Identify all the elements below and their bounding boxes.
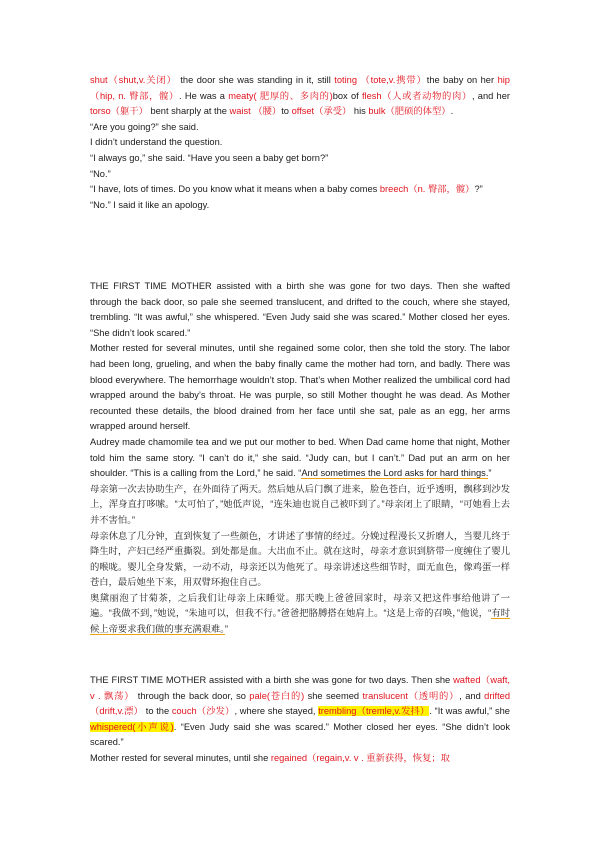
dialogue-line: “I have, lots of times. Do you know what it means when a baby comes breech（n. 臀部，髋）?” — [90, 184, 483, 195]
vocab-note: （肥硕的体型） — [385, 106, 451, 117]
annotated-paragraph: THE FIRST TIME MOTHER assisted with a birth she was gone for two days. Then she wafted（waft, v . 飘荡） through the back door, so pale(苍白的) she seemed translucent（透明的）, and drifted（drift,v.漂） to the couch（沙发）, where she stayed, trembling（tremle,v.发抖）. “It was awful,” she whispered(小声说). “Even Judy said she was scared.” Mother closed her eyes. “She didn’t look scared.” — [90, 675, 510, 748]
vocab-note: （shut,v.关闭） — [107, 75, 177, 85]
dialogue-line: “No.” I said it like an apology. — [90, 199, 210, 210]
english-paragraph: THE FIRST TIME MOTHER assisted with a birth she was gone for two days. Then she wafted through the back door, so pale she seemed translucent, and drifted to the couch, where she stayed, trembling. “It was awful,” she whispered. “Even Judy said she was scared.” Mother closed her eyes. “She didn’t look scared.” — [90, 281, 510, 338]
vocab-word: drifted — [484, 690, 510, 701]
vocab-word: hip — [497, 75, 510, 85]
vocab-word: meaty — [228, 90, 254, 101]
vocab-word: flesh — [361, 90, 382, 101]
dialogue-line: “No.” — [90, 168, 111, 179]
vocab-word: offset — [291, 106, 315, 117]
vocab-word: waist — [229, 106, 251, 117]
vocab-note: ( 肥厚的、多肉的) — [253, 90, 333, 101]
highlighted-vocab-note: (小声说) — [132, 721, 174, 732]
vocab-word: toting — [334, 75, 357, 85]
dialogue-line: I didn’t understand the question. — [90, 137, 223, 148]
vocab-note: （hip, n. 臀部，髋） — [90, 90, 180, 101]
vocab-word: wafted — [453, 675, 481, 685]
vocab-note: （人或者动物的肉） — [381, 90, 472, 101]
annotated-paragraph: Mother rested for several minutes, until she regained（regain,v. v . 重新获得，恢复；取 — [90, 752, 450, 763]
intro-paragraph: shut（shut,v.关闭） the door she was standing in it, still toting （tote,v.携带）the baby on her hip（hip, n. 臀部，髋）. He was a meaty( 肥厚的、多肉的)box of flesh（人或者动物的肉）, and her torso（躯干） bent sharply at the waist （腰）to offset（承受） his bulk（肥硕的体型）. — [90, 75, 510, 117]
vocab-word: translucent — [362, 690, 408, 701]
vocab-note: (苍白的) — [266, 690, 305, 701]
highlighted-vocab-word: whispered — [90, 721, 133, 732]
vocab-note: （waft, v . 飘荡） — [90, 675, 510, 701]
dialogue-line: “Are you going?” she said. — [90, 121, 199, 132]
vocab-word: regained — [270, 752, 308, 763]
vocab-word: breech — [379, 184, 409, 195]
vocab-note: （drift,v.漂） — [90, 706, 144, 717]
vocab-note: （沙发） — [196, 706, 235, 717]
vocab-word: pale — [249, 690, 267, 701]
highlighted-vocab-word: trembling — [318, 706, 357, 717]
english-paragraph: Mother rested for several minutes, until she regained some color, then she told the story. The labor had been long, grueling, and when the baby finally came the mother had torn, and badly. There was blood everywhere. The hemorrhage wouldn’t stop. That’s when Mother realized the umbilical cord had wrapped around the baby’s throat. He was purple, so still Mother thought he was dead. As Mother recounted these details, the blood drained from her face until she sat, pale as an egg, her arms wrapped around herself. — [90, 343, 510, 432]
vocab-note: （躯干） — [110, 106, 148, 117]
annotated-excerpt — [90, 73, 510, 213]
dialogue-line: “I always go,” she said. “Have you seen a baby get born?” — [90, 152, 329, 163]
vocab-note: （承受） — [314, 106, 352, 117]
vocab-word: shut — [90, 75, 108, 85]
chinese-paragraph: 母亲休息了几分钟，直到恢复了一些颜色，才讲述了事情的经过。分娩过程漫长又折磨人，当婴儿终于降生时，产妇已经严重撕裂。到处都是血。大出血不止。就在这时，母亲才意识到脐带一度缠住了婴儿的喉咙。婴儿全身发紫，一动不动，母亲还以为他死了。母亲讲述这些细节时，面无血色，像鸡蛋一样苍白，最后她坐下来，用双臂环抱住自己。 — [90, 530, 510, 588]
vocab-note: （透明的） — [407, 690, 460, 701]
chinese-paragraph: 母亲第一次去协助生产，在外面待了两天。然后她从后门飘了进来，脸色苍白，近乎透明，飘移到沙发上，浑身直打哆嗦。“太可怕了，”她低声说，“连朱迪也说自己被吓到了。”母亲闭上了眼睛，“可她看上去并不害怕。” — [90, 483, 510, 525]
vocab-note: （n. 臀部，髋） — [408, 184, 475, 195]
vocab-note: （regain,v. v . 重新获得，恢复；取 — [307, 752, 450, 763]
annotated-passage — [90, 673, 510, 767]
underlined-sentence: 有时候上帝要求我们做的事充满艰难。 — [90, 608, 510, 635]
chinese-paragraph: 奥黛丽泡了甘菊茶，之后我们让母亲上床睡觉。那天晚上爸爸回家时，母亲又把这件事给他讲了一遍。“我做不到，”她说，“朱迪可以，但我不行。”爸爸把胳膊搭在她肩上。“这是上帝的召唤，”他说，“有时候上帝要求我们做的事充满艰难。” — [90, 592, 510, 635]
vocab-word: couch — [171, 706, 197, 717]
passage-with-translation — [90, 279, 510, 638]
vocab-note: （tote,v.携带） — [357, 75, 427, 85]
underlined-sentence: And sometimes the Lord asks for hard things. — [301, 468, 489, 479]
highlighted-vocab-note: （tremle,v.发抖） — [356, 706, 430, 717]
vocab-word: bulk — [368, 106, 386, 117]
vocab-note: （腰） — [250, 106, 282, 117]
english-paragraph: Audrey made chamomile tea and we put our mother to bed. When Dad came home that night, Mother told him the same story. “I can’t do it,” she said. “Judy can, but I can’t.” Dad put an arm on her shoulder. “This is a calling from the Lord,” he said. “And sometimes the Lord asks for hard things.” — [90, 436, 510, 479]
vocab-word: torso — [90, 106, 111, 117]
